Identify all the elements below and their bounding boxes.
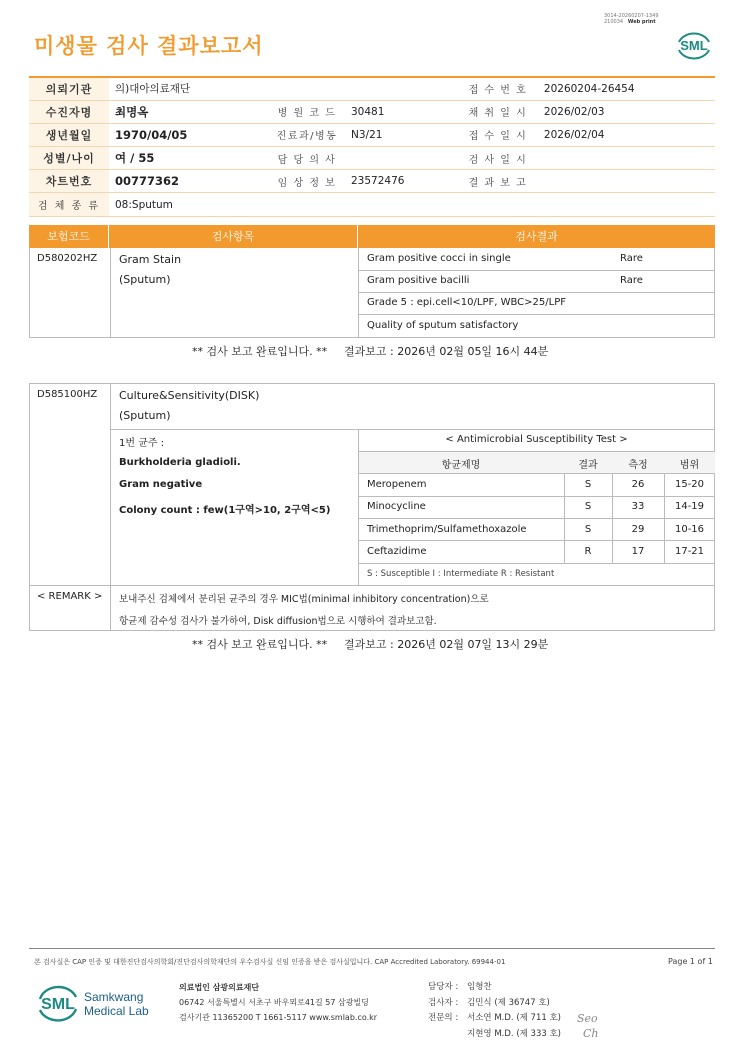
collect-date-value: 2026/02/03 [538, 100, 715, 123]
doctor-label: 담 당 의 사 [269, 147, 345, 170]
report-label: 결 과 보 고 [458, 170, 538, 193]
gram-code: D580202HZ [37, 253, 98, 264]
specimen-value: 08:Sputum [109, 193, 715, 216]
clinical-value: 23572476 [345, 170, 458, 193]
sml-logo-icon [675, 28, 713, 62]
print-id [604, 13, 659, 25]
culture-report-time: 결과보고 : 2026년 02월 07일 13시 29분 [344, 638, 549, 651]
report-value [538, 170, 715, 193]
remark-line1: 보내주신 검체에서 분리된 균주의 경우 MIC법(minimal inhibitory concentration)으로 [119, 594, 489, 605]
gram-stain-section [29, 248, 715, 338]
culture-done-message: ** 검사 보고 완료입니다. ** [192, 638, 328, 651]
staff-role: 검사자 : [428, 997, 459, 1008]
signature-1: Seo [577, 1012, 598, 1025]
ast-row-measure: 17 [631, 546, 645, 557]
gram-row-label: Gram positive cocci in single [367, 253, 511, 264]
chart-label: 차트번호 [29, 170, 109, 193]
hospital-code-value: 30481 [345, 100, 458, 123]
ast-header-measure: 측정 [628, 460, 648, 471]
receipt-no-label: 접 수 번 호 [458, 77, 538, 100]
colony-count: Colony count : few(1구역>10, 2구역<5) [119, 505, 331, 516]
sex-age-value: 여 / 55 [109, 147, 269, 170]
ast-row-range: 10-16 [674, 524, 705, 535]
report-title: 미생물 검사 결과보고서 [34, 34, 264, 58]
ast-header-result: 결과 [578, 460, 598, 471]
footer-cert: 본 검사실은 CAP 인증 및 대한진단검사의학회/진단검사의학재단의 우수검사실 신임 인증을 받은 검사실입니다. CAP Accredited Laboratory. 69944-01 [34, 958, 506, 966]
header-item: 검사항목 [109, 225, 358, 248]
culture-item-name: Culture&Sensitivity(DISK) [119, 389, 260, 402]
receipt-no-value: 20260204-26454 [538, 77, 715, 100]
org-contact: 검사기관 11365200 T 1661-5117 www.smlab.co.kr [179, 1013, 378, 1022]
ast-row-result: S [584, 479, 592, 490]
organism-number: 1번 균주 : [119, 438, 165, 449]
organism-name: Burkholderia gladioli. [119, 457, 241, 468]
ast-row-measure: 33 [631, 501, 645, 512]
dept-ward-value: N3/21 [345, 123, 458, 146]
staff-name: 지현영 M.D. (제 333 호) [467, 1028, 562, 1039]
ast-row-result: S [584, 524, 592, 535]
receipt-date-value: 2026/02/04 [538, 123, 715, 146]
specimen-label: 검 체 종 류 [29, 193, 109, 216]
ast-header-drug: 항균제명 [441, 460, 481, 471]
test-date-label: 검 사 일 시 [458, 147, 538, 170]
gram-row-value: Rare [620, 253, 643, 264]
ast-header-range: 범위 [679, 460, 700, 471]
ast-row-range: 14-19 [674, 501, 705, 512]
org-value: 의)대아의료재단 [109, 77, 458, 100]
gram-item-name: Gram Stain [119, 253, 182, 266]
ast-row-range: 15-20 [674, 479, 705, 490]
staff-role: 전문의 : [428, 1013, 459, 1023]
name-label: 수진자명 [29, 100, 109, 123]
ast-row-drug: Trimethoprim/Sulfamethoxazole [367, 524, 527, 535]
clinical-label: 임 상 정 보 [269, 170, 345, 193]
footer-divider [29, 948, 715, 949]
gram-row-label: Quality of sputum satisfactory [367, 320, 519, 331]
gram-item-specimen: (Sputum) [119, 273, 171, 286]
receipt-date-label: 접 수 일 시 [458, 123, 538, 146]
page-number: Page 1 of 1 [668, 957, 713, 966]
header-result: 검사결과 [515, 230, 558, 243]
org-info [179, 980, 377, 1025]
ast-row-measure: 26 [631, 479, 645, 490]
ast-title: < Antimicrobial Susceptibility Test > [445, 434, 628, 445]
gram-done-message: ** 검사 보고 완료입니다. ** [192, 345, 328, 358]
gram-row-label: Grade 5 : epi.cell<10/LPF, WBC>25/LPF [367, 297, 566, 308]
patient-info-table [29, 76, 715, 217]
name-value: 최명옥 [109, 100, 269, 123]
organism-gram: Gram negative [119, 479, 203, 490]
brand-line1: Samkwang [84, 990, 144, 1004]
dept-ward-label: 진료과/병동 [269, 123, 345, 146]
gram-report-time: 결과보고 : 2026년 02월 05일 16시 44분 [344, 345, 549, 358]
sex-age-label: 성별/나이 [29, 147, 109, 170]
chart-value: 00777362 [109, 170, 269, 193]
staff-name: 서소연 M.D. (제 711 호) [467, 1013, 562, 1023]
remark-line2: 항균제 감수성 검사가 불가하여, Disk diffusion법으로 시행하여 결과보고함. [119, 616, 437, 627]
staff-info [428, 980, 561, 1042]
ast-row-drug: Meropenem [367, 479, 427, 490]
staff-name: 임형찬 [467, 982, 492, 992]
culture-item-specimen: (Sputum) [119, 409, 171, 422]
collect-date-label: 채 취 일 시 [458, 100, 538, 123]
doctor-value [345, 147, 458, 170]
ast-row-result: R [584, 546, 592, 557]
staff-name: 김민식 (제 36747 호) [467, 997, 550, 1008]
culture-section [29, 383, 715, 631]
gram-row-value: Rare [620, 275, 643, 286]
print-label: Web print [627, 19, 656, 25]
org-label: 의뢰기관 [29, 77, 109, 100]
ast-row-range: 17-21 [674, 546, 705, 557]
print-id-line2: 210034 [604, 19, 624, 25]
signature-2: Ch [583, 1027, 599, 1040]
ast-row-drug: Ceftazidime [367, 546, 427, 557]
birth-value: 1970/04/05 [109, 123, 269, 146]
org-name: 의료법인 삼광의료재단 [179, 983, 260, 992]
birth-label: 생년월일 [29, 123, 109, 146]
brand-name [84, 990, 149, 1018]
results-header [29, 225, 715, 248]
culture-code: D585100HZ [37, 389, 98, 400]
ast-row-result: S [584, 501, 592, 512]
footer-logo-text: SML [41, 996, 75, 1013]
hospital-code-label: 병 원 코 드 [269, 100, 345, 123]
logo-text: SML [680, 38, 708, 53]
staff-role: 담당자 : [428, 982, 459, 992]
remark-label: < REMARK > [37, 591, 103, 602]
print-id-line1: 3014-20260207-1349 [604, 13, 659, 19]
gram-row-label: Gram positive bacilli [367, 275, 470, 286]
ast-row-measure: 29 [631, 524, 645, 535]
org-address: 06742 서울특별시 서초구 바우뫼로41길 57 삼광빌딩 [179, 998, 369, 1007]
ast-row-drug: Minocycline [367, 501, 426, 512]
ast-legend: S : Susceptible I : Intermediate R : Resistant [367, 569, 555, 579]
brand-line2: Medical Lab [84, 1004, 149, 1018]
test-date-value [538, 147, 715, 170]
sml-footer-logo-icon [36, 980, 80, 1026]
header-code: 보험코드 [29, 225, 109, 248]
